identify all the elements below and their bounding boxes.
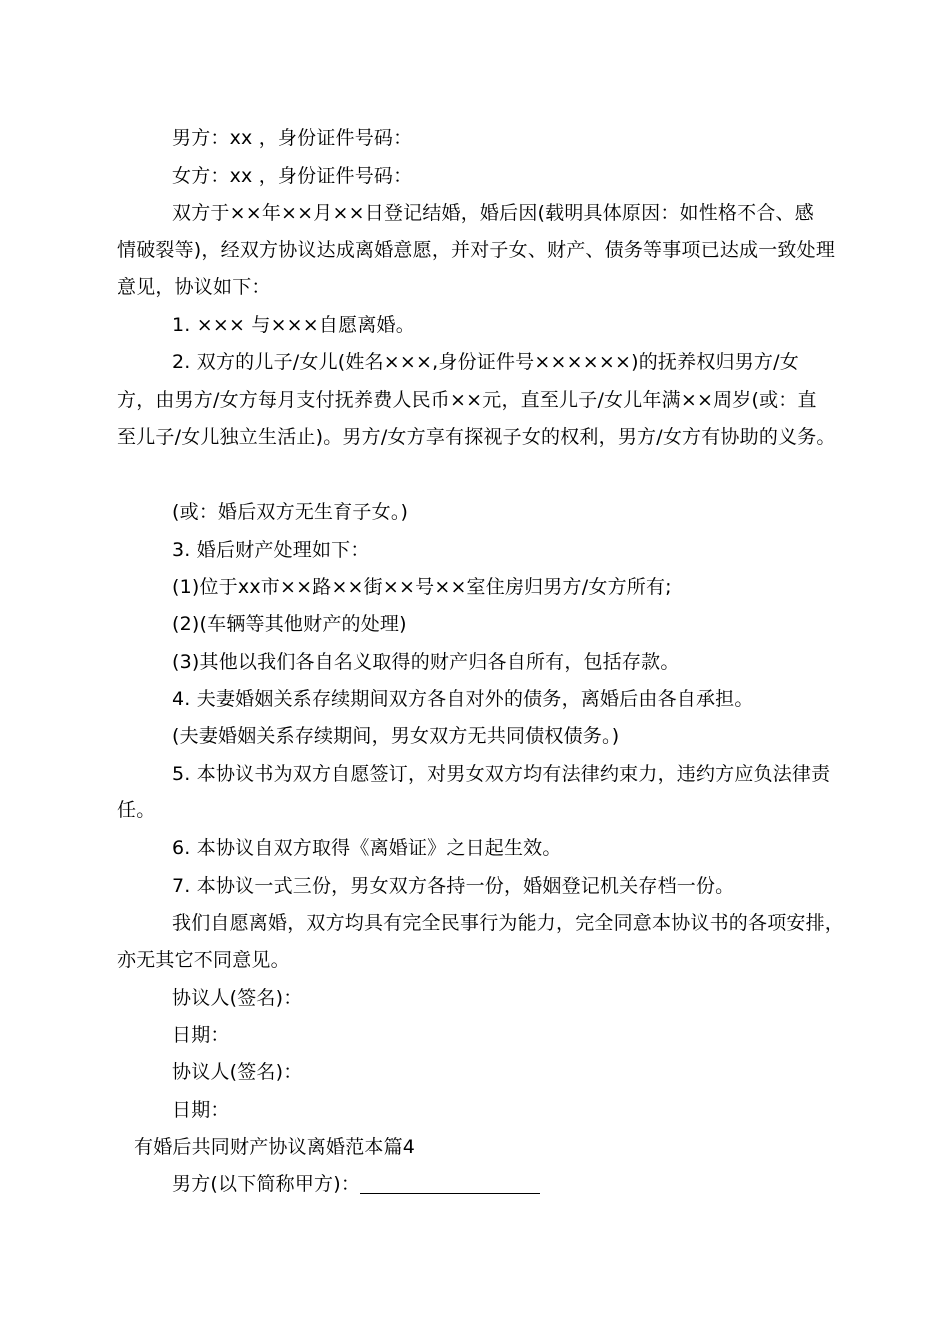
- clause-3-item-1: (1)位于xx市××路××街××号××室住房归男方/女方所有;: [172, 576, 672, 598]
- female-party-line: 女方：xx ，身份证件号码：: [172, 165, 413, 187]
- clause-2-line-3: 至儿子/女儿独立生活止)。男方/女方享有探视子女的权利，男方/女方有协助的义务。: [117, 426, 836, 448]
- clause-5-line-2: 任。: [117, 799, 156, 821]
- signatory-1-label: 协议人(签名)：: [172, 987, 303, 1009]
- section-heading: 有婚后共同财产协议离婚范本篇4: [134, 1136, 416, 1158]
- paragraph-intro-line-3: 意见，协议如下：: [117, 276, 271, 298]
- clause-1: 1. ××× 与×××自愿离婚。: [172, 314, 415, 336]
- clause-2-line-1: 2. 双方的儿子/女儿(姓名×××,身份证件号××××××)的抚养权归男方/女: [172, 351, 799, 373]
- clause-2-line-2: 方，由男方/女方每月支付抚养费人民币××元，直至儿子/女儿年满××周岁(或：直: [117, 389, 817, 411]
- clause-3: 3. 婚后财产处理如下：: [172, 539, 370, 561]
- date-1-label: 日期：: [172, 1024, 230, 1046]
- signatory-2-label: 协议人(签名)：: [172, 1061, 303, 1083]
- clause-5-line-1: 5. 本协议书为双方自愿签订，对男女双方均有法律约束力，违约方应负法律责: [172, 763, 831, 785]
- clause-2-alternative: (或：婚后双方无生育子女。): [172, 501, 409, 523]
- clause-6: 6. 本协议自双方取得《离婚证》之日起生效。: [172, 837, 562, 859]
- paragraph-intro-line-2: 情破裂等)，经双方协议达成离婚意愿，并对子女、财产、债务等事项已达成一致处理: [117, 239, 836, 261]
- party-a-label: 男方(以下简称甲方)：: [172, 1173, 361, 1195]
- declaration-line-1: 我们自愿离婚，双方均具有完全民事行为能力，完全同意本协议书的各项安排，: [172, 912, 845, 934]
- clause-4-alternative: (夫妻婚姻关系存续期间，男女双方无共同债权债务。): [172, 725, 620, 747]
- male-party-line: 男方：xx ，身份证件号码：: [172, 127, 413, 149]
- clause-4: 4. 夫妻婚姻关系存续期间双方各自对外的债务，离婚后由各自承担。: [172, 688, 754, 710]
- party-a-blank: [360, 1173, 540, 1194]
- date-2-label: 日期：: [172, 1099, 230, 1121]
- paragraph-intro-line-1: 双方于××年××月××日登记结婚，婚后因(载明具体原因：如性格不合、感: [172, 202, 814, 224]
- party-a-line: [172, 1171, 540, 1197]
- clause-3-item-2: (2)(车辆等其他财产的处理): [172, 613, 407, 635]
- clause-3-item-3: (3)其他以我们各自名义取得的财产归各自所有，包括存款。: [172, 651, 680, 673]
- clause-7: 7. 本协议一式三份，男女双方各持一份，婚姻登记机关存档一份。: [172, 875, 735, 897]
- declaration-line-2: 亦无其它不同意见。: [117, 949, 290, 971]
